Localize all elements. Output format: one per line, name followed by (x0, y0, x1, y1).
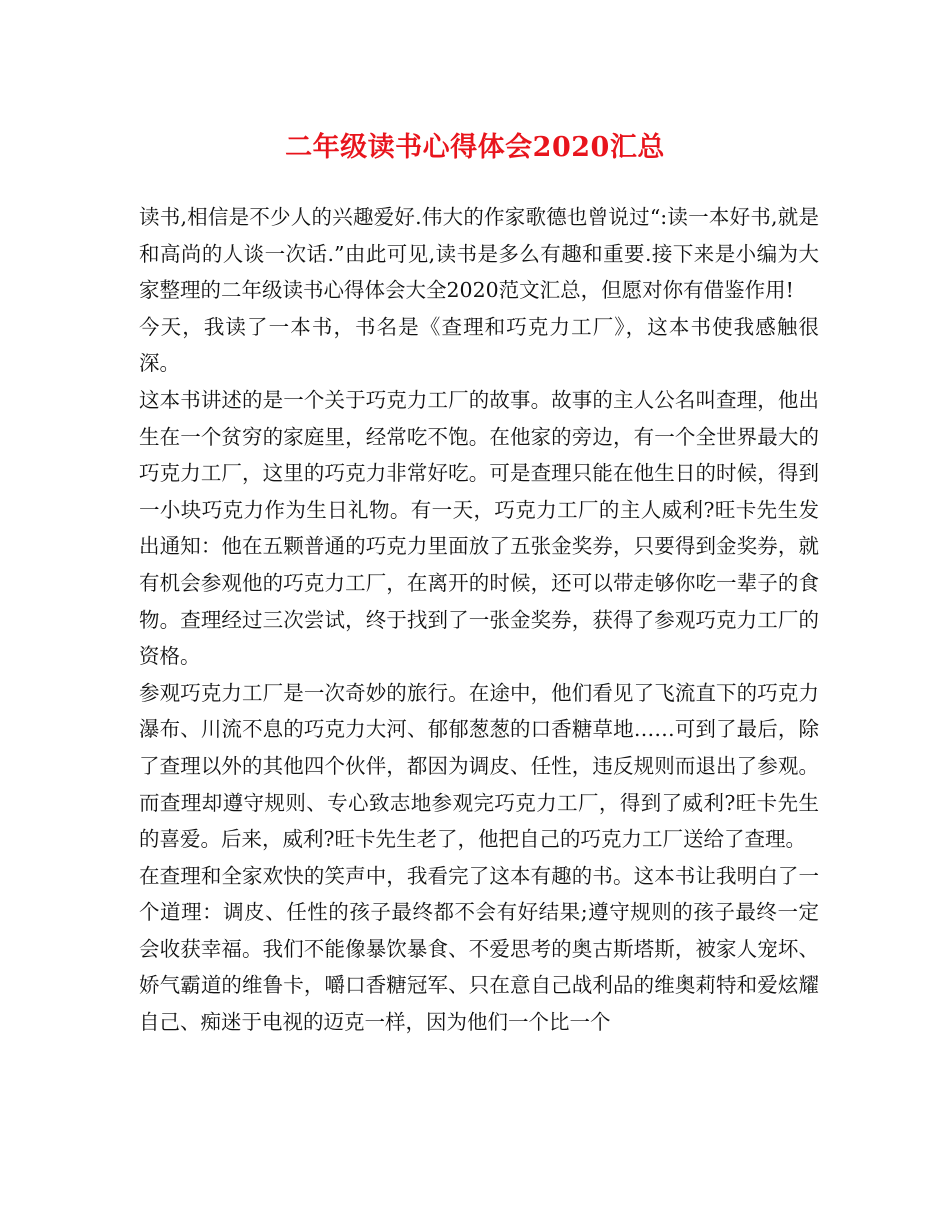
paragraph-book-intro: 今天，我读了一本书，书名是《查理和巧克力工厂》，这本书使我感触很深。 (139, 314, 819, 376)
paragraph-lesson: 在查理和全家欢快的笑声中，我看完了这本有趣的书。这本书让我明白了一个道理：调皮、任性的孩子最终都不会有好结果;遵守规则的孩子最终一定会收获幸福。我们不能像暴饮暴食、不爱思考的奥古斯塔斯，被家人宠坏、娇气霸道的维鲁卡，嚼口香糖冠军、只在意自己战利品的维奥莉特和爱炫耀自己、痴迷于电视的迈克一样，因为他们一个比一个 (139, 863, 819, 1035)
document-body (139, 199, 819, 1041)
paragraph-story: 这本书讲述的是一个关于巧克力工厂的故事。故事的主人公名叫查理，他出生在一个贫穷的家庭里，经常吃不饱。在他家的旁边，有一个全世界最大的巧克力工厂，这里的巧克力非常好吃。可是查理只能在他生日的时候，得到一小块巧克力作为生日礼物。有一天，巧克力工厂的主人威利?旺卡先生发出通知：他在五颗普通的巧克力里面放了五张金奖券，只要得到金奖券，就有机会参观他的巧克力工厂，在离开的时候，还可以带走够你吃一辈子的食物。查理经过三次尝试，终于找到了一张金奖券，获得了参观巧克力工厂的资格。 (139, 387, 819, 669)
paragraph-visit: 参观巧克力工厂是一次奇妙的旅行。在途中，他们看见了飞流直下的巧克力瀑布、川流不息的巧克力大河、郁郁葱葱的口香糖草地……可到了最后，除了查理以外的其他四个伙伴，都因为调皮、任性，违反规则而退出了参观。而查理却遵守规则、专心致志地参观完巧克力工厂，得到了威利?旺卡先生的喜爱。后来，威利?旺卡先生老了，他把自己的巧克力工厂送给了查理。 (139, 680, 819, 852)
paragraph-intro: 读书,相信是不少人的兴趣爱好.伟大的作家歌德也曾说过“:读一本好书,就是和高尚的人谈一次话.”由此可见,读书是多么有趣和重要.接下来是小编为大家整理的二年级读书心得体会大全2020范文汇总，但愿对你有借鉴作用! (139, 205, 819, 303)
document-title: 二年级读书心得体会2020汇总 (285, 132, 665, 163)
